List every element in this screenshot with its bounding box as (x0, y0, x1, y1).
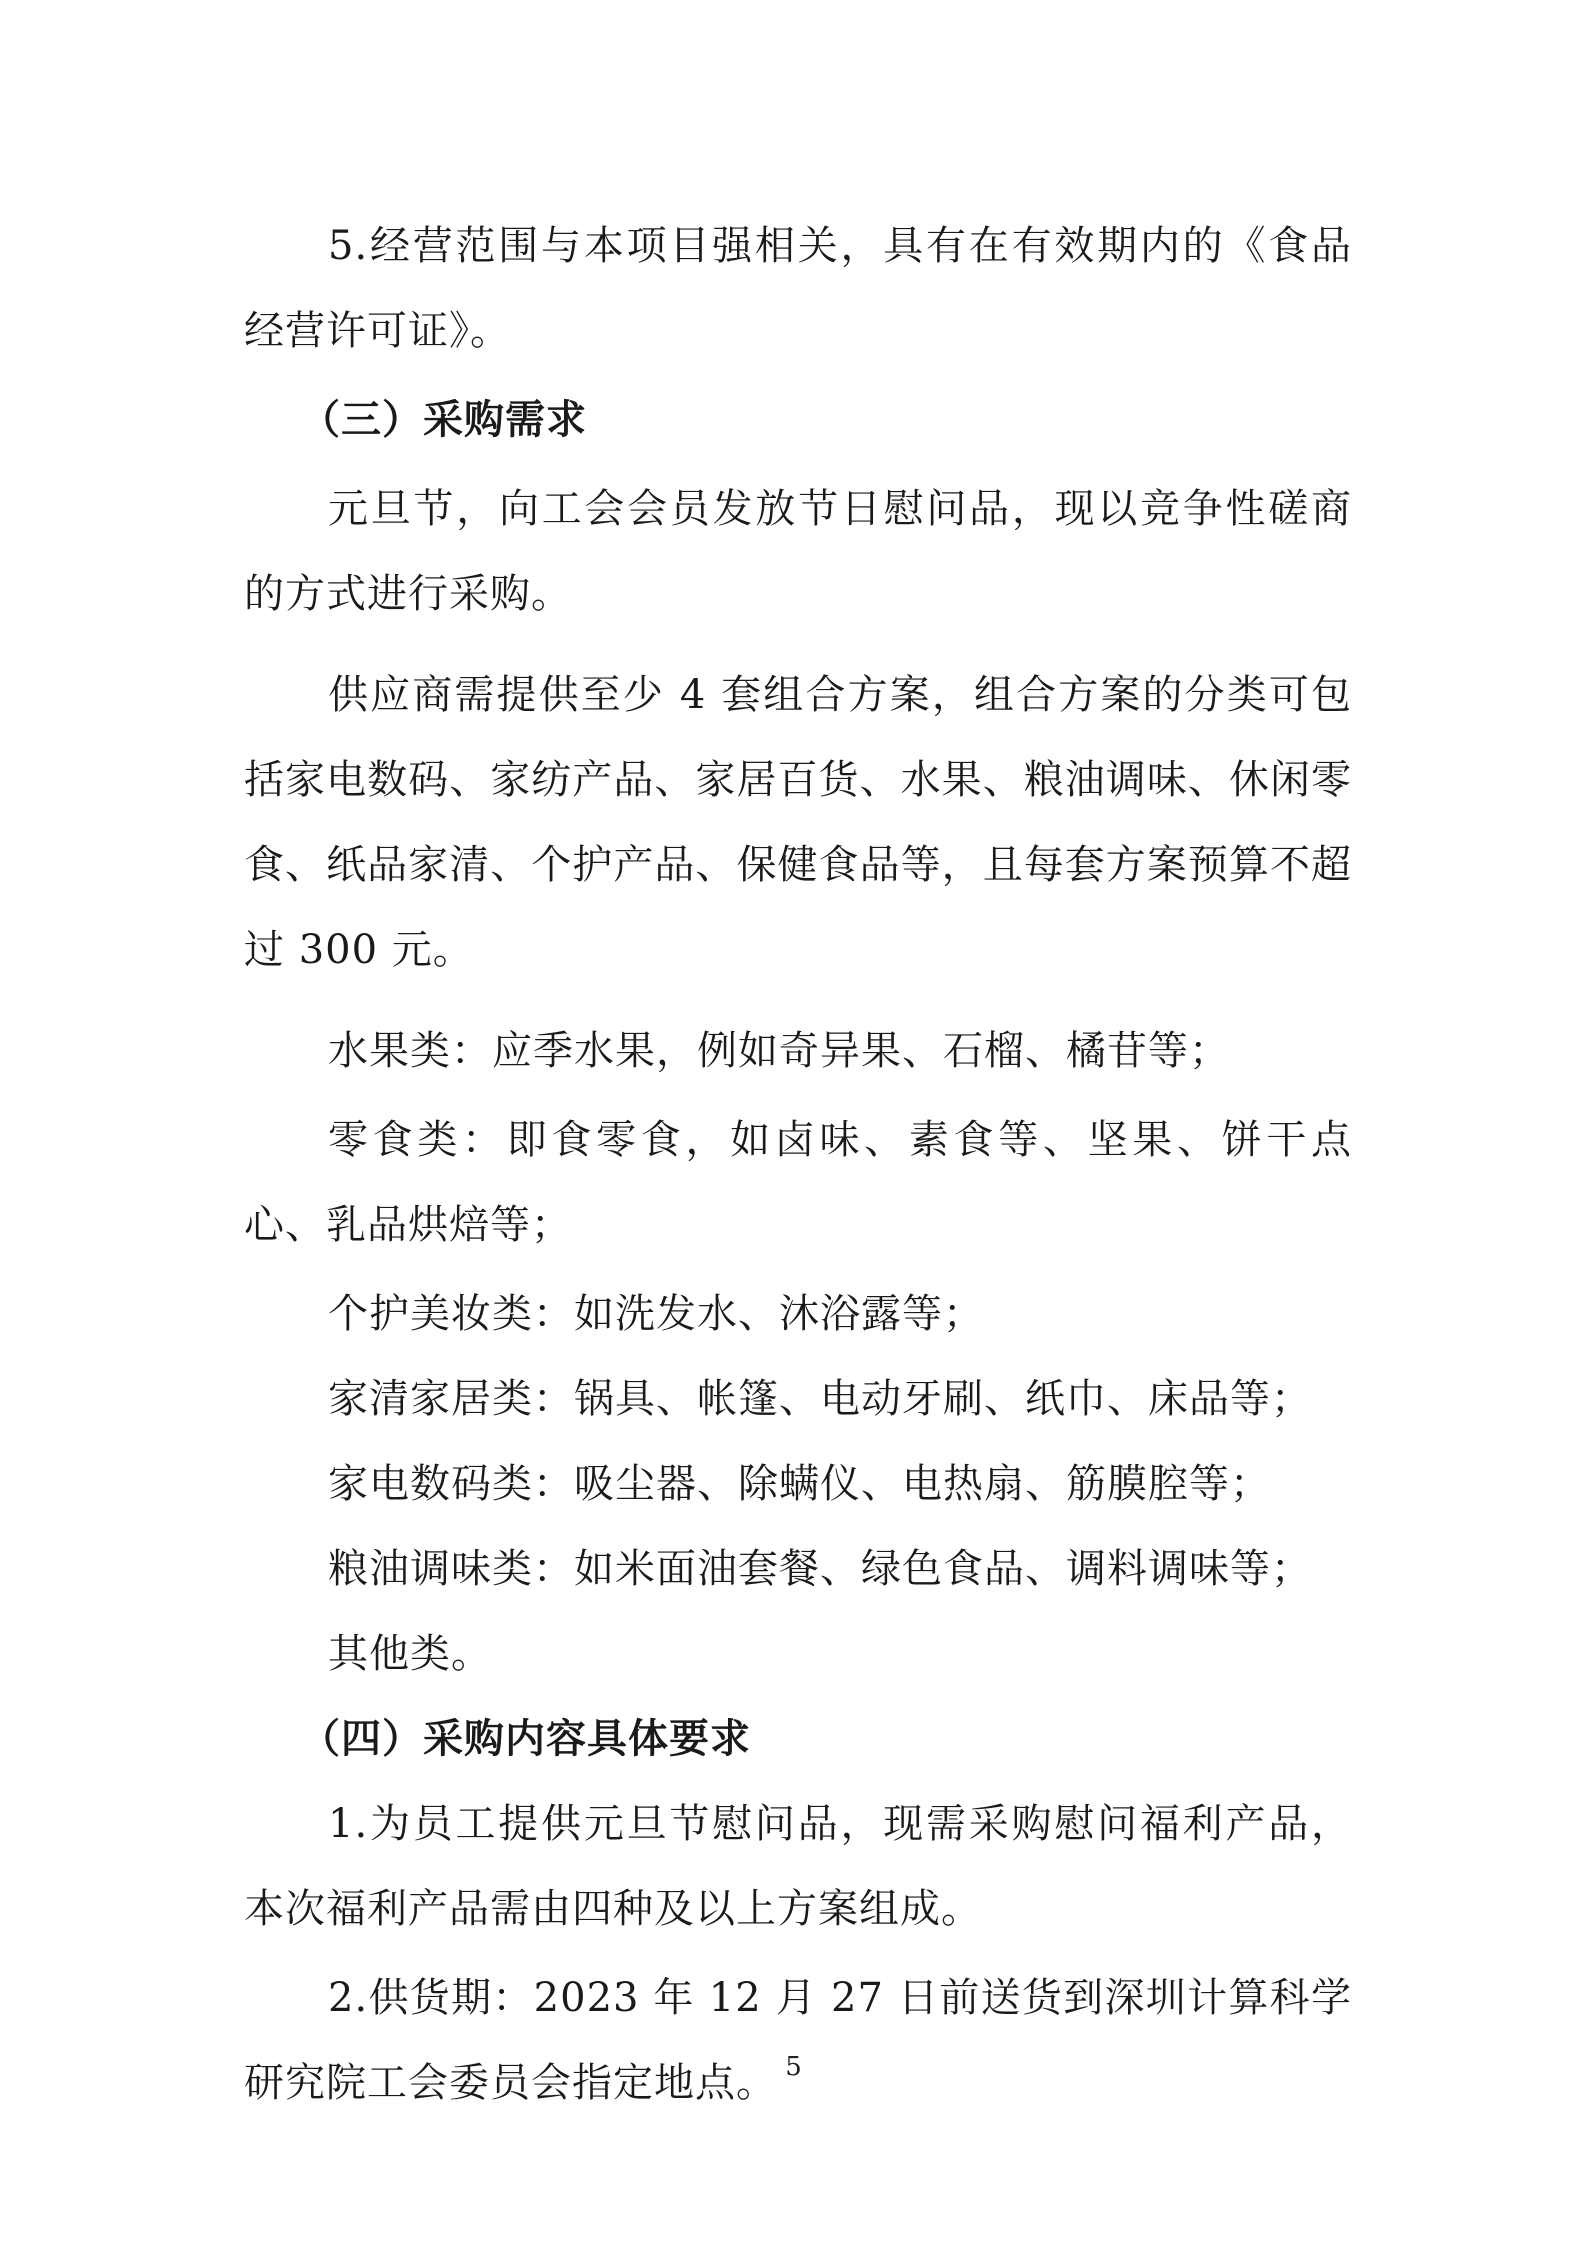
category-snacks: 零食类：即食零食，如卤味、素食等、坚果、饼干点心、乳品烘焙等； (244, 1117, 1352, 1248)
paragraph-supplier-plans: 供应商需提供至少 4 套组合方案，组合方案的分类可包括家电数码、家纺产品、家居百货、水果、粮油调味、休闲零食、纸品家清、个护产品、保健食品等，且每套方案预算不超过 300 元。 (244, 672, 1352, 973)
category-other: 其他类。 (328, 1631, 492, 1677)
paragraph-purpose: 元旦节，向工会会员发放节日慰问品，现以竞争性磋商的方式进行采购。 (244, 486, 1352, 617)
category-fruit: 水果类：应季水果，例如奇异果、石榴、橘苷等； (328, 1028, 1230, 1074)
category-grain-oil: 粮油调味类：如米面油套餐、绿色食品、调料调味等； (328, 1546, 1312, 1592)
category-appliances: 家电数码类：吸尘器、除螨仪、电热扇、筋膜腔等； (328, 1461, 1271, 1507)
category-personal-care: 个护美妆类：如洗发水、沐浴露等； (328, 1291, 984, 1337)
document-body (244, 204, 1352, 2126)
page-number: 5 (785, 2052, 802, 2082)
section-heading-procurement-needs: （三）采购需求 (300, 397, 587, 443)
section-heading-specific-requirements: （四）采购内容具体要求 (300, 1716, 751, 1762)
category-home-cleaning: 家清家居类：锅具、帐篷、电动牙刷、纸巾、床品等； (328, 1376, 1312, 1422)
requirement-item-1: 1.为员工提供元旦节慰问品，现需采购慰问福利产品，本次福利产品需由四种及以上方案组成。 (244, 1801, 1352, 1932)
requirement-item-2: 2.供货期：2023 年 12 月 27 日前送货到深圳计算科学研究院工会委员会指定地点。 (244, 1975, 1352, 2106)
paragraph-license: 5.经营范围与本项目强相关，具有在有效期内的《食品经营许可证》。 (244, 223, 1352, 354)
